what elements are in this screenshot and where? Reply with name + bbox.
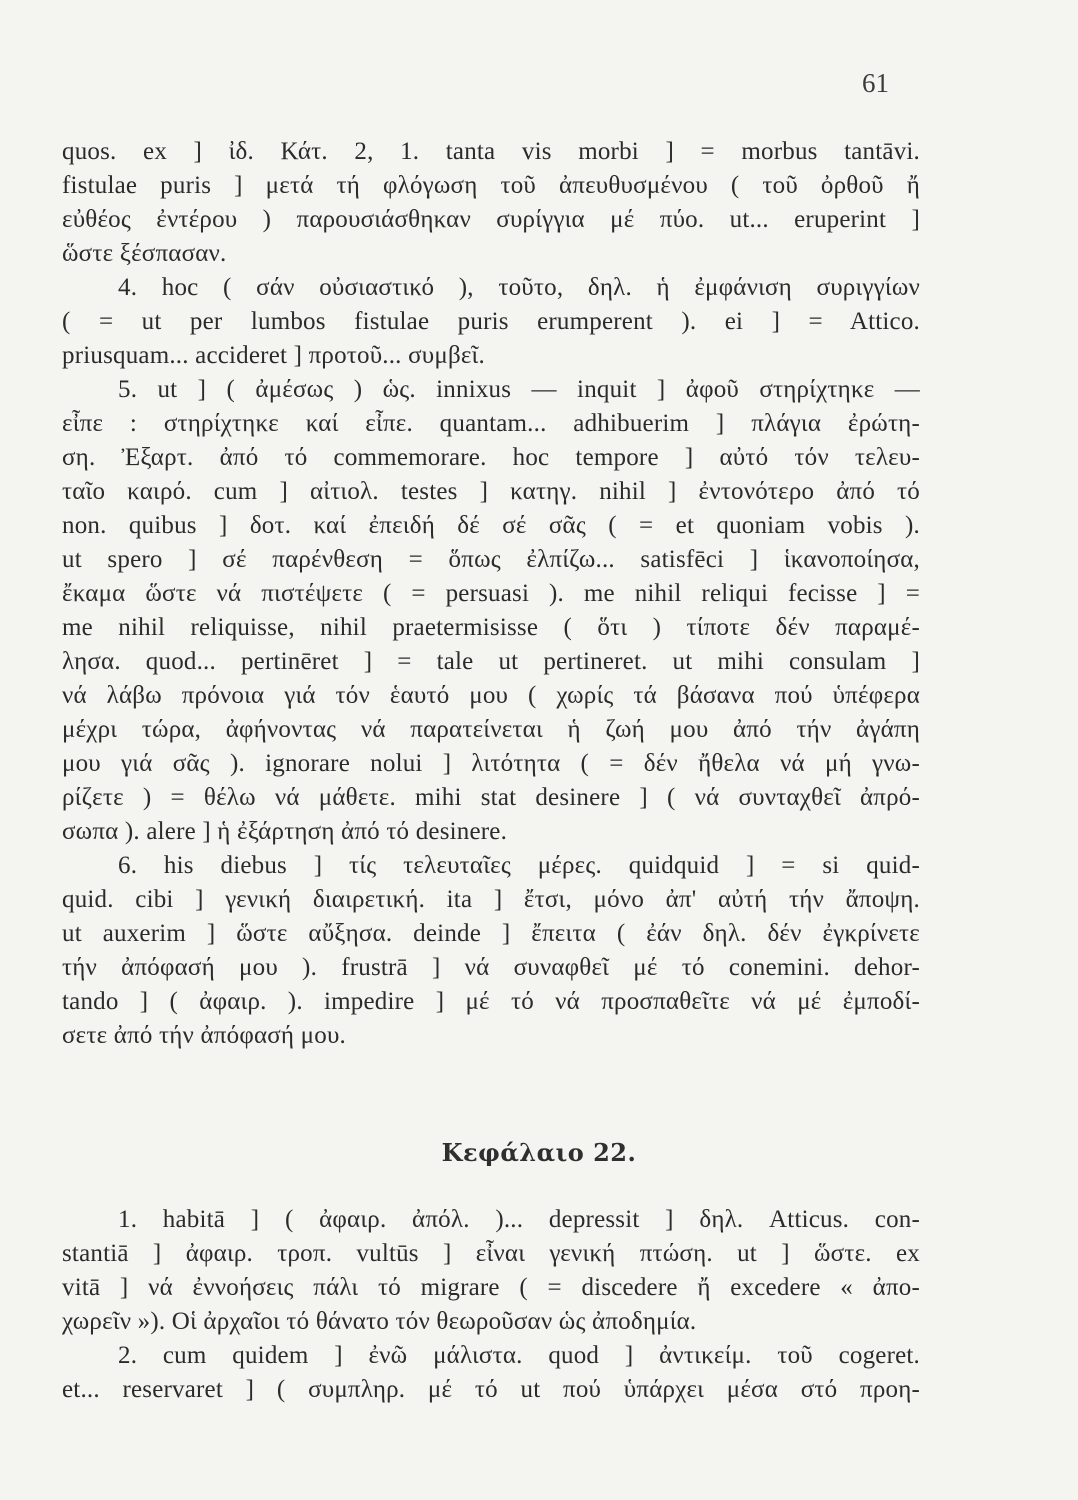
text-line: 6. his diebus ] τίς τελευταῖες μέρες. quidquid ] = si quid-	[118, 852, 920, 879]
text-line: 4. hoc ( σάν οὐσιαστικό ), τοῦτο, δηλ. ἡ ἐμφάνιση συριγγίων	[118, 274, 920, 301]
page-number: 61	[862, 68, 889, 98]
text-line: εὐθέος ἐντέρου ) παρουσιάσθηκαν συρίγγια μέ πύο. ut... eruperint ]	[62, 206, 920, 233]
text-line: et... reservaret ] ( συμπληρ. μέ τό ut πού ὑπάρχει μέσα στό προη-	[62, 1376, 920, 1403]
commentary-section-2	[62, 1203, 920, 1407]
text-line: 1. habitā ] ( ἀφαιρ. ἀπόλ. )... depressit ] δηλ. Atticus. con-	[118, 1206, 920, 1233]
text-line: εἶπε : στηρίχτηκε καί εἶπε. quantam... adhibuerim ] πλάγια ἐρώτη-	[62, 410, 920, 437]
text-line: vitā ] νά ἐννοήσεις πάλι τό migrare ( = discedere ἤ excedere « ἀπο-	[62, 1274, 920, 1301]
text-line: ( = ut per lumbos fistulae puris erumperent ). ei ] = Attico.	[62, 308, 920, 335]
text-line: λησα. quod... pertinēret ] = tale ut pertineret. ut mihi consulam ]	[62, 648, 920, 675]
text-line: fistulae puris ] μετά τή φλόγωση τοῦ ἀπευθυσμένου ( τοῦ ὀρθοῦ ἤ	[62, 172, 920, 199]
text-line: tando ] ( ἀφαιρ. ). impedire ] μέ τό νά προσπαθεῖτε νά μέ ἐμποδί-	[62, 988, 920, 1015]
text-line: priusquam... accideret ] προτοῦ... συμβεῖ.	[62, 342, 485, 369]
text-line: non. quibus ] δοτ. καί ἐπειδή δέ σέ σᾶς ( = et quoniam vobis ).	[62, 512, 920, 539]
text-line: τήν ἀπόφασή μου ). frustrā ] νά συναφθεῖ μέ τό conemini. dehor-	[62, 954, 920, 981]
text-line: ση. Ἐξαρτ. ἀπό τό commemorare. hoc tempore ] αὐτό τόν τελευ-	[62, 444, 920, 471]
text-line: quid. cibi ] γενική διαιρετική. ita ] ἔτσι, μόνο ἀπ' αὐτή τήν ἄποψη.	[62, 886, 920, 913]
text-line: quos. ex ] ἰδ. Κάτ. 2, 1. tanta vis morbi ] = morbus tantāvi.	[62, 138, 920, 165]
text-line: ut spero ] σέ παρένθεση = ὅπως ἐλπίζω... satisfēci ] ἱκανοποίησα,	[62, 546, 920, 573]
text-line: ταῖο καιρό. cum ] αἰτιολ. testes ] κατηγ. nihil ] ἐντονότερο ἀπό τό	[62, 478, 920, 505]
text-line: 2. cum quidem ] ἐνῶ μάλιστα. quod ] ἀντικείμ. τοῦ cogeret.	[118, 1342, 920, 1369]
text-line: χωρεῖν »). Οἱ ἀρχαῖοι τό θάνατο τόν θεωροῦσαν ὡς ἀποδημία.	[62, 1308, 697, 1335]
text-line: me nihil reliquisse, nihil praetermisisse ( ὅτι ) τίποτε δέν παραμέ-	[62, 614, 920, 641]
text-line: σετε ἀπό τήν ἀπόφασή μου.	[62, 1022, 346, 1049]
text-line: ρίζετε ) = θέλω νά μάθετε. mihi stat desinere ] ( νά συνταχθεῖ ἀπρό-	[62, 784, 920, 811]
text-line: μου γιά σᾶς ). ignorare nolui ] λιτότητα ( = δέν ἤθελα νά μή γνω-	[62, 750, 920, 777]
text-line: νά λάβω πρόνοια γιά τόν ἑαυτό μου ( χωρίς τά βάσανα πού ὑπέφερα	[62, 682, 920, 709]
text-line: 5. ut ] ( ἀμέσως ) ὡς. innixus — inquit ] ἀφοῦ στηρίχτηκε —	[118, 376, 920, 403]
text-line: ut auxerim ] ὥστε αὔξησα. deinde ] ἔπειτα ( ἐάν δηλ. δέν ἐγκρίνετε	[62, 920, 920, 947]
text-line: ἔκαμα ὥστε νά πιστέψετε ( = persuasi ). me nihil reliqui fecisse ] =	[62, 580, 920, 607]
chapter-title: Κεφάλαιο 22.	[441, 1138, 637, 1167]
text-line: stantiā ] ἀφαιρ. τροπ. vultūs ] εἶναι γενική πτώση. ut ] ὥστε. ex	[62, 1240, 920, 1267]
text-line: μέχρι τώρα, ἀφήνοντας νά παρατείνεται ἡ ζωή μου ἀπό τήν ἀγάπη	[62, 716, 920, 743]
text-line: σωπα ). alere ] ἡ ἐξάρτηση ἀπό τό desinere.	[62, 818, 508, 845]
text-line: ὥστε ξέσπασαν.	[62, 240, 227, 267]
commentary-section-1	[62, 135, 920, 1053]
